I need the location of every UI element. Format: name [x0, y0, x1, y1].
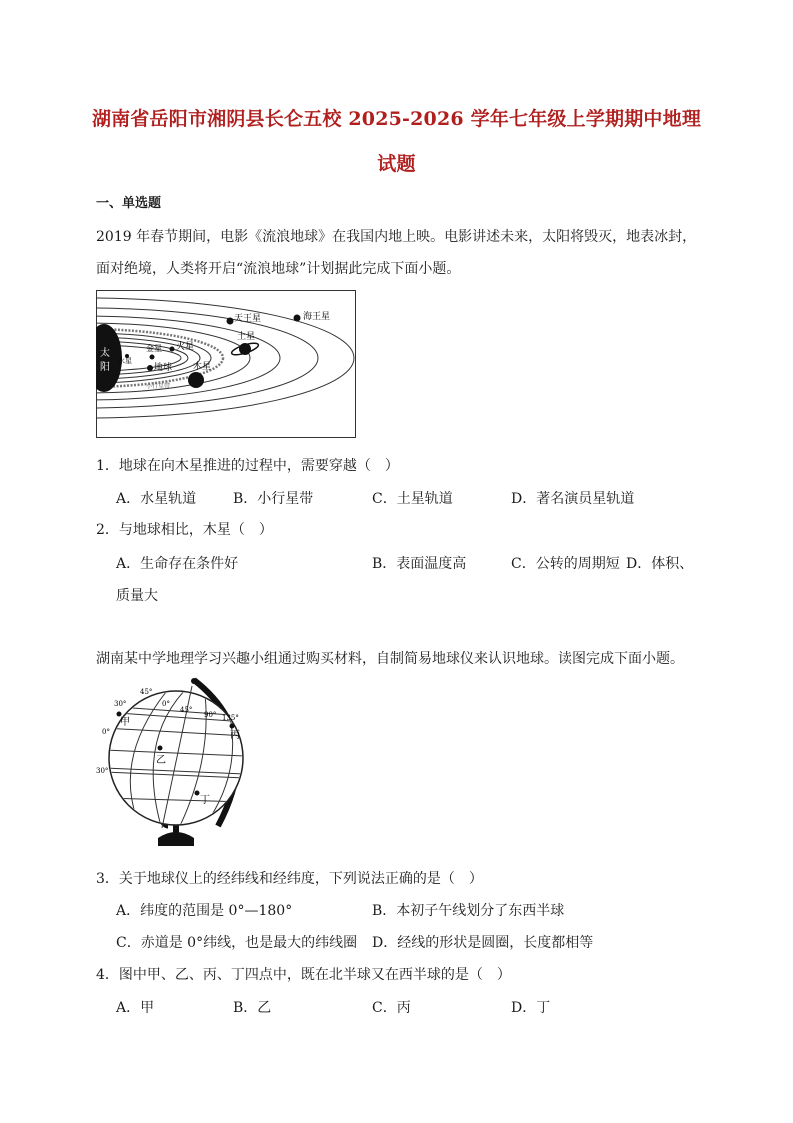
- asteroid-belt-label: 小行星带: [146, 383, 171, 390]
- uranus-icon: [227, 318, 234, 325]
- planet-label-neptune: 海王星: [303, 312, 331, 322]
- earth-icon: [147, 365, 153, 371]
- planet-label-earth: 地球: [154, 363, 173, 373]
- neptune-icon: [294, 315, 301, 322]
- jupiter-icon: [188, 372, 204, 388]
- point-yi-label: 乙: [156, 755, 166, 766]
- planet-label-mercury: 水星: [118, 357, 132, 365]
- q1-option-c[interactable]: C．土星轨道: [372, 491, 453, 507]
- planet-label-mars: 火星: [176, 342, 195, 352]
- page-title-line2: 试题: [377, 153, 416, 175]
- lon-label-0: 0°: [162, 700, 170, 708]
- point-ding-marker: [195, 791, 200, 796]
- planet-label-saturn: 土星: [237, 332, 256, 342]
- q2-stem: 2．与地球相比，木星（ ）: [96, 522, 273, 538]
- point-jia-marker: [117, 712, 122, 717]
- planet-label-venus: 金星: [146, 344, 162, 353]
- lon-label-90e: 90°: [204, 711, 217, 719]
- point-ding-label: 丁: [200, 795, 210, 806]
- q1-option-a[interactable]: A．水星轨道: [116, 491, 197, 507]
- lat-label-30s: 30°: [96, 767, 109, 775]
- q3-option-c[interactable]: C．赤道是 0°纬线，也是最大的纬线圈: [116, 935, 358, 951]
- q4-option-b[interactable]: B．乙: [233, 1000, 272, 1016]
- point-yi-marker: [158, 746, 163, 751]
- q4-option-d[interactable]: D．丁: [511, 1000, 551, 1016]
- q3-option-d[interactable]: D．经线的形状是圆圈，长度都相等: [372, 935, 594, 951]
- lon-label-45w: 45°: [140, 688, 153, 696]
- mars-icon: [170, 347, 175, 352]
- lat-label-30n: 30°: [114, 700, 127, 708]
- lon-label-135e: 135°: [222, 714, 239, 722]
- point-bing-marker: [230, 724, 235, 729]
- q1-stem: 1．地球在向木星推进的过程中，需要穿越（ ）: [96, 458, 399, 474]
- q1-option-b[interactable]: B．小行星带: [233, 491, 314, 507]
- venus-icon: [150, 355, 155, 360]
- point-jia-label: 甲: [120, 717, 130, 728]
- intro1-line2: 面对绝境，人类将开启“流浪地球”计划据此完成下面小题。: [96, 261, 461, 277]
- sun-label-1: 太: [100, 348, 110, 359]
- planet-label-jupiter: 木星: [193, 362, 212, 372]
- lon-label-45e: 45°: [180, 706, 193, 714]
- q3-option-b[interactable]: B．本初子午线划分了东西半球: [372, 903, 565, 919]
- q2-option-b[interactable]: B．表面温度高: [372, 556, 467, 572]
- q1-option-d[interactable]: D．著名演员星轨道: [511, 491, 635, 507]
- planet-label-uranus: 天王星: [234, 314, 262, 324]
- section-heading: 一、单选题: [96, 196, 162, 211]
- q3-option-a[interactable]: A．纬度的范围是 0°—180°: [116, 903, 293, 919]
- sun-label-2: 阳: [100, 362, 110, 373]
- q3-stem: 3．关于地球仪上的经纬线和经纬度，下列说法正确的是（ ）: [96, 871, 483, 887]
- point-bing-label: 丙: [230, 730, 240, 741]
- lat-label-0: 0°: [102, 728, 110, 736]
- solar-system-figure: [96, 290, 356, 438]
- intro1-line1: 2019 年春节期间，电影《流浪地球》在我国内地上映。电影讲述未来，太阳将毁灭，地表冰封，: [96, 229, 697, 245]
- q4-option-a[interactable]: A．甲: [116, 1000, 155, 1016]
- intro2: 湖南某中学地理学习兴趣小组通过购买材料，自制简易地球仪来认识地球。读图完成下面小题。: [96, 651, 684, 667]
- q2-option-a[interactable]: A．生命存在条件好: [116, 556, 239, 572]
- q2-option-c[interactable]: C．公转的周期短: [511, 556, 620, 572]
- q2-option-d[interactable]: D．体积、: [626, 556, 694, 572]
- globe-figure: [96, 676, 256, 856]
- q4-option-c[interactable]: C．丙: [372, 1000, 411, 1016]
- q4-stem: 4．图中甲、乙、丙、丁四点中，既在北半球又在西半球的是（ ）: [96, 967, 511, 983]
- page-title-line1: 湖南省岳阳市湘阴县长仑五校 2025-2026 学年七年级上学期期中地理: [91, 108, 702, 130]
- q2-option-d-cont: 质量大: [116, 588, 158, 604]
